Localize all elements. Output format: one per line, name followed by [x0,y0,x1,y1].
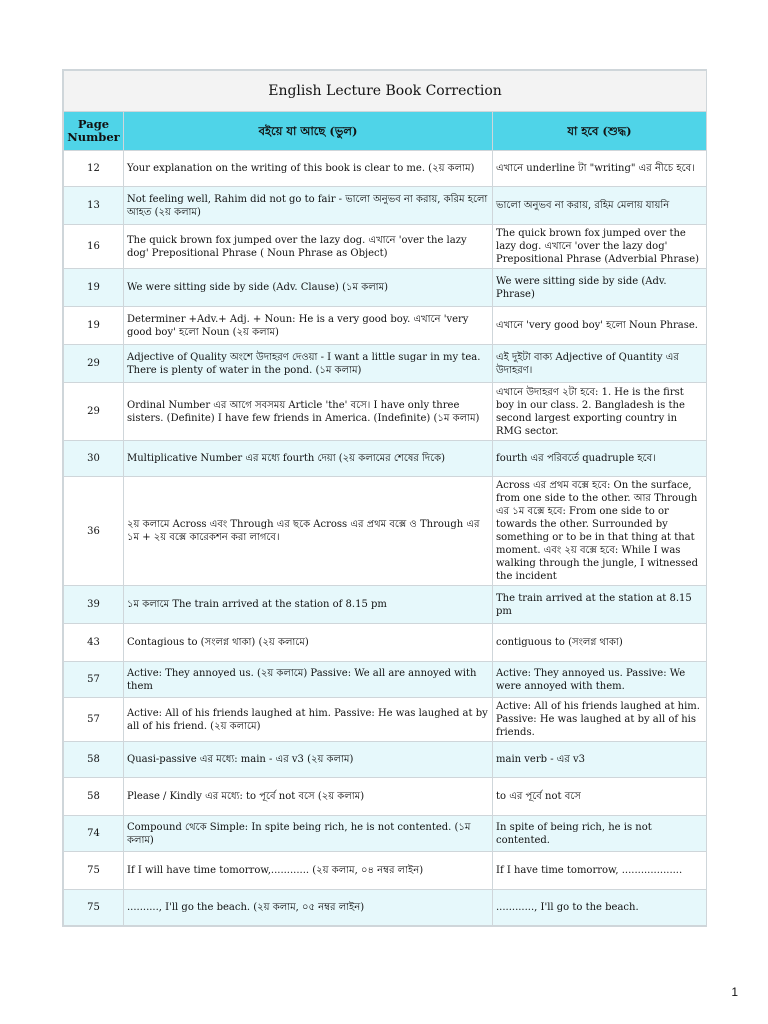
correction-table [63,70,707,926]
page-cell: 75 [64,890,124,926]
page-cell: 74 [64,816,124,852]
page-number: 1 [731,985,738,999]
right-cell: Active: They annoyed us. Passive: We were annoyed with them. [493,662,707,698]
page-cell: 58 [64,778,124,816]
page-cell: 13 [64,187,124,225]
table-row [64,816,707,852]
table-row [64,151,707,187]
right-cell: If I have time tomorrow, ................... [493,852,707,890]
page-cell: 39 [64,586,124,624]
right-cell: The quick brown fox jumped over the lazy dog. এখানে 'over the lazy dog' Prepositional Phrase (Adverbial Phrase) [493,225,707,269]
wrong-cell: Active: All of his friends laughed at him. Passive: He was laughed at by all of his friend. (২য় কলামে) [124,698,493,742]
wrong-cell: Adjective of Quality অংশে উদাহরণ দেওয়া - I want a little sugar in my tea. There is plenty of water in the pond. (১ম কলাম) [124,345,493,383]
table-row [64,698,707,742]
wrong-cell: If I will have time tomorrow,............ (২য় কলাম, ০৪ নম্বর লাইন) [124,852,493,890]
wrong-cell: .........., I'll go the beach. (২য় কলাম, ০৫ নম্বর লাইন) [124,890,493,926]
table-row [64,586,707,624]
page-cell: 57 [64,662,124,698]
wrong-cell: Contagious to (সংলগ্ন থাকা) (২য় কলামে) [124,624,493,662]
table-row [64,441,707,477]
right-cell: এখানে underline টা "writing" এর নীচে হবে। [493,151,707,187]
page-cell: 30 [64,441,124,477]
table-row [64,890,707,926]
right-cell: ভালো অনুভব না করায়, রহিম মেলায় যায়নি [493,187,707,225]
table-row [64,225,707,269]
right-cell: to এর পূর্বে not বসে [493,778,707,816]
right-cell: contiguous to (সংলগ্ন থাকা) [493,624,707,662]
table-row [64,852,707,890]
wrong-cell: We were sitting side by side (Adv. Clause) (১ম কলাম) [124,269,493,307]
correction-sheet [62,69,707,927]
page-cell: 43 [64,624,124,662]
page-cell: 29 [64,345,124,383]
page-cell: 16 [64,225,124,269]
page-cell: 57 [64,698,124,742]
table-row [64,269,707,307]
right-cell: এখানে উদাহরণ ২টা হবে: 1. He is the first boy in our class. 2. Bangladesh is the second largest exporting country in RMG sector. [493,383,707,441]
page-cell: 19 [64,269,124,307]
table-row [64,383,707,441]
table-row [64,477,707,586]
right-cell: In spite of being rich, he is not contented. [493,816,707,852]
page-cell: 75 [64,852,124,890]
right-cell: এই দুইটা বাক্য Adjective of Quantity এর উদাহরণ। [493,345,707,383]
table-body [64,151,707,926]
right-cell: ............, I'll go to the beach. [493,890,707,926]
wrong-cell: Determiner +Adv.+ Adj. + Noun: He is a very good boy. এখানে 'very good boy' হলো Noun (২য় কলাম) [124,307,493,345]
wrong-cell: Please / Kindly এর মধ্যে: to পূর্বে not বসে (২য় কলাম) [124,778,493,816]
right-cell: main verb - এর v3 [493,742,707,778]
header-page-number: Page Number [64,112,124,151]
wrong-cell: Not feeling well, Rahim did not go to fair - ভালো অনুভব না করায়, করিম হলো আহত (২য় কলাম) [124,187,493,225]
table-row [64,742,707,778]
wrong-cell: Ordinal Number এর আগে সবসময় Article 'the' বসে। I have only three sisters. (Definite) I have few friends in America. (Indefinite) (১ম কলাম) [124,383,493,441]
wrong-cell: Quasi-passive এর মধ্যে: main - এর v3 (২য় কলাম) [124,742,493,778]
right-cell: এখানে 'very good boy' হলো Noun Phrase. [493,307,707,345]
header-wrong: বইয়ে যা আছে (ভুল) [124,112,493,151]
page-cell: 58 [64,742,124,778]
wrong-cell: Your explanation on the writing of this book is clear to me. (২য় কলাম) [124,151,493,187]
table-row [64,778,707,816]
page-cell: 19 [64,307,124,345]
table-row [64,624,707,662]
right-cell: Active: All of his friends laughed at him. Passive: He was laughed at by all of his friends. [493,698,707,742]
right-cell: The train arrived at the station at 8.15 pm [493,586,707,624]
wrong-cell: The quick brown fox jumped over the lazy dog. এখানে 'over the lazy dog' Prepositional Phrase ( Noun Phrase as Object) [124,225,493,269]
wrong-cell: Multiplicative Number এর মধ্যে fourth দেয়া (২য় কলামের শেষের দিকে) [124,441,493,477]
wrong-cell: Active: They annoyed us. (২য় কলামে) Passive: We all are annoyed with them [124,662,493,698]
header-right: যা হবে (শুদ্ধ) [493,112,707,151]
wrong-cell: Compound থেকে Simple: In spite being rich, he is not contented. (১ম কলাম) [124,816,493,852]
page-cell: 12 [64,151,124,187]
table-row [64,345,707,383]
wrong-cell: ১ম কলামে The train arrived at the station of 8.15 pm [124,586,493,624]
right-cell: We were sitting side by side (Adv. Phrase) [493,269,707,307]
table-title: English Lecture Book Correction [64,71,707,112]
table-row [64,187,707,225]
table-row [64,307,707,345]
table-row [64,662,707,698]
wrong-cell: ২য় কলামে Across এবং Through এর ছকে Across এর প্রথম বক্সে ও Through এর ১ম + ২য় বক্সে কারেকশন করা লাগবে। [124,477,493,586]
right-cell: fourth এর পরিবর্তে quadruple হবে। [493,441,707,477]
page-cell: 36 [64,477,124,586]
page-cell: 29 [64,383,124,441]
right-cell: Across এর প্রথম বক্সে হবে: On the surface, from one side to the other. আর Through এর ১ম বক্সে হবে: From one side to or towards the other. Surrounded by something or to be in that thing at that moment. এবং ২য় বক্সে হবে: While I was walking through the jungle, I witnessed the incident [493,477,707,586]
